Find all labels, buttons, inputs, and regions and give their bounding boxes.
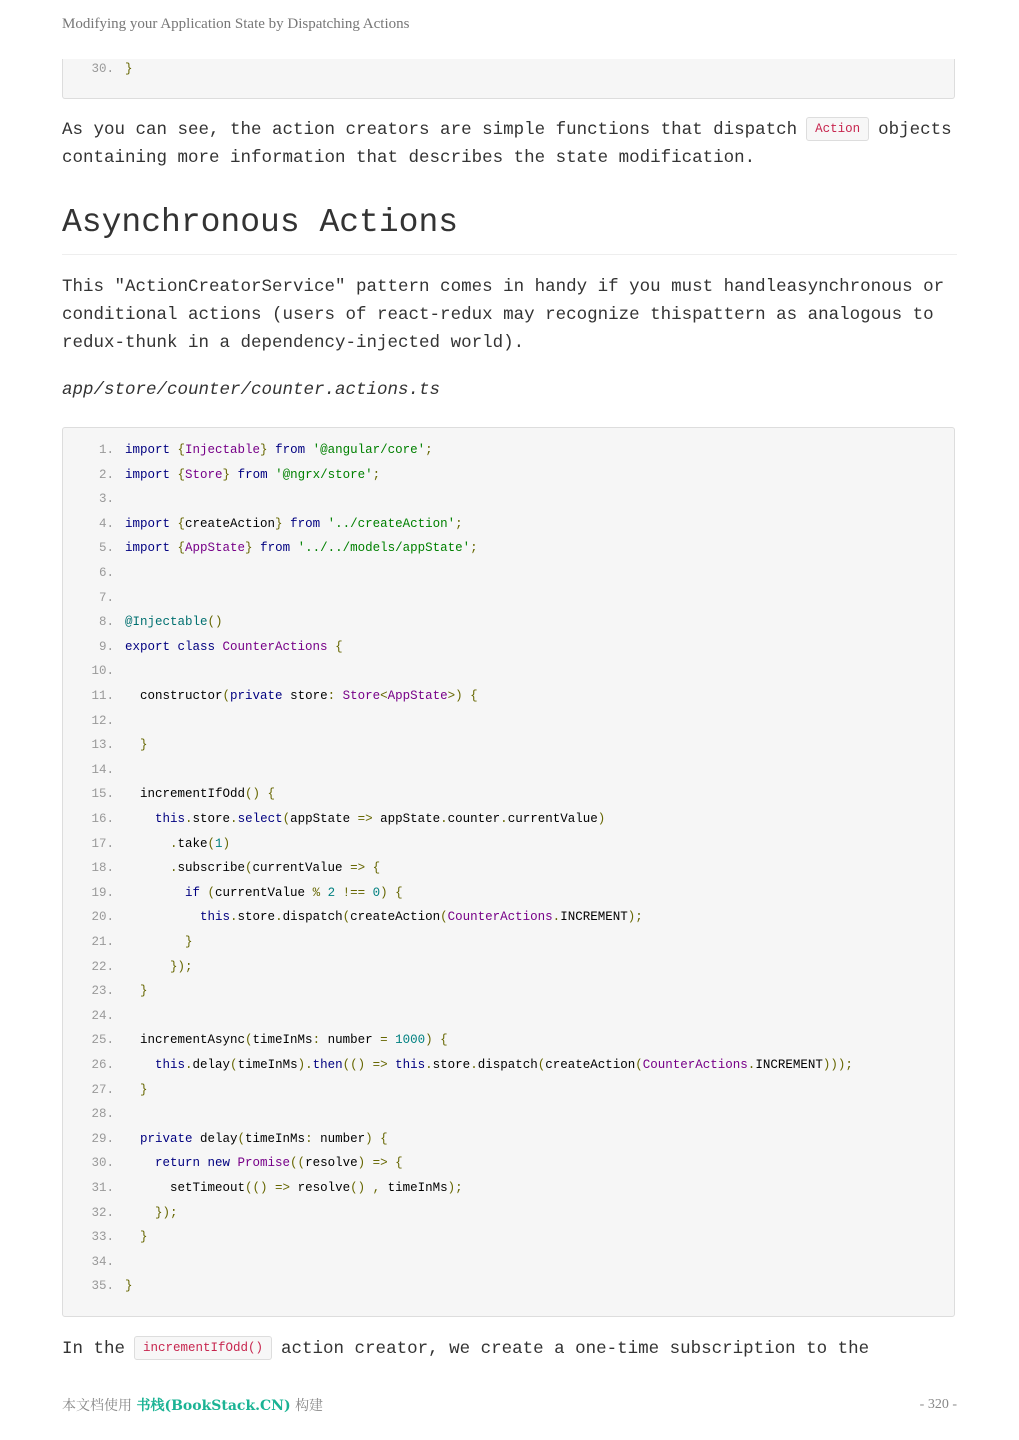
code-token: { bbox=[170, 467, 186, 482]
line-number: 35. bbox=[91, 1279, 114, 1294]
code-text bbox=[125, 440, 433, 460]
line-number: 27. bbox=[91, 1082, 114, 1097]
line-number: 30. bbox=[91, 62, 114, 76]
code-token: => bbox=[267, 1181, 291, 1195]
code-token: ( bbox=[237, 1131, 246, 1146]
code-block bbox=[62, 427, 955, 1317]
code-token: 2 bbox=[320, 885, 336, 900]
line-number: 15. bbox=[91, 787, 114, 802]
code-token: }); bbox=[125, 959, 193, 974]
code-token: CounterActions bbox=[447, 910, 553, 925]
code-token: import bbox=[125, 467, 171, 482]
code-token: ) bbox=[222, 836, 231, 851]
code-token: . bbox=[425, 1058, 433, 1072]
line-number: 26. bbox=[91, 1058, 114, 1072]
code-text bbox=[125, 735, 148, 755]
code-token: : bbox=[305, 1131, 313, 1146]
code-token: ; bbox=[455, 516, 463, 531]
code-token: ) bbox=[357, 1156, 366, 1171]
code-token: ))); bbox=[822, 1058, 853, 1072]
line-number: 18. bbox=[91, 861, 114, 876]
line-number: 30. bbox=[91, 1156, 114, 1171]
code-token: => bbox=[365, 1156, 388, 1171]
code-text bbox=[125, 834, 230, 854]
code-token: constructor bbox=[125, 689, 223, 703]
code-token: ( bbox=[537, 1058, 546, 1072]
code-token: dispatch bbox=[477, 1058, 538, 1072]
code-token: { bbox=[365, 861, 381, 876]
code-token: (( bbox=[290, 1156, 306, 1171]
code-token: number bbox=[320, 1033, 381, 1048]
code-token: . bbox=[185, 1058, 193, 1072]
code-token: store bbox=[192, 812, 231, 826]
code-token: (() bbox=[245, 1181, 268, 1195]
code-token: INCREMENT bbox=[755, 1058, 823, 1072]
code-token: => bbox=[350, 861, 366, 876]
code-token: ( bbox=[440, 910, 448, 925]
line-number: 33. bbox=[91, 1230, 114, 1245]
code-token: { bbox=[462, 689, 478, 703]
code-token: Store bbox=[335, 689, 381, 703]
line-number: 5. bbox=[98, 541, 114, 556]
code-token: => bbox=[365, 1058, 388, 1072]
code-token: import bbox=[125, 443, 171, 457]
line-number: 1. bbox=[98, 443, 114, 457]
code-text bbox=[125, 1030, 448, 1050]
code-text bbox=[125, 883, 403, 903]
line-number: 17. bbox=[91, 836, 114, 851]
code-token: from bbox=[267, 443, 306, 457]
code-token: . bbox=[125, 836, 178, 851]
code-token: from bbox=[282, 516, 321, 531]
code-token: () bbox=[207, 615, 223, 630]
code-token: . bbox=[125, 861, 178, 876]
code-token: { bbox=[260, 787, 276, 802]
code-token: import bbox=[125, 516, 171, 531]
code-token: : bbox=[327, 689, 336, 703]
code-block-continued bbox=[62, 59, 955, 99]
code-token: } bbox=[125, 738, 148, 753]
code-token: } bbox=[260, 443, 268, 457]
description-paragraph: This "ActionCreatorService" pattern comes in handy if you must handleasynchronous or conditional actions (users of react-redux may recognize thispattern as analogous to redux-thunk in a dependency-injected world). bbox=[62, 277, 945, 353]
code-token: (() bbox=[342, 1058, 366, 1072]
code-text bbox=[125, 514, 463, 534]
code-token: appState bbox=[372, 812, 441, 826]
code-token: ; bbox=[425, 443, 433, 457]
code-token: '@ngrx/store' bbox=[267, 467, 373, 482]
code-token: ( bbox=[282, 812, 291, 826]
footer-suffix: 构建 bbox=[295, 1398, 324, 1414]
line-number: 24. bbox=[91, 1008, 114, 1023]
code-token: timeInMs bbox=[237, 1058, 298, 1072]
code-token: resolve bbox=[290, 1181, 351, 1195]
intro-text-after: objects containing more information that describes the state modification. bbox=[62, 120, 952, 168]
line-number: 16. bbox=[91, 812, 114, 826]
code-token: . bbox=[230, 910, 238, 925]
line-number: 25. bbox=[91, 1033, 114, 1048]
code-token: ; bbox=[470, 541, 478, 556]
code-token: export bbox=[125, 639, 171, 654]
code-text bbox=[125, 686, 478, 706]
code-token: Promise bbox=[230, 1156, 291, 1171]
page-number: - 320 - bbox=[919, 1397, 957, 1412]
code-token: dispatch bbox=[282, 910, 343, 925]
code-token: . bbox=[500, 812, 508, 826]
code-token: take bbox=[177, 836, 208, 851]
code-token: 1000 bbox=[387, 1033, 426, 1048]
code-text bbox=[125, 1129, 388, 1149]
code-text bbox=[125, 59, 133, 79]
code-text bbox=[125, 637, 343, 657]
code-token: timeInMs bbox=[245, 1131, 306, 1146]
outro-paragraph bbox=[62, 1335, 957, 1363]
code-token: ; bbox=[372, 467, 381, 482]
code-token: } bbox=[125, 1230, 148, 1245]
line-number: 21. bbox=[91, 935, 114, 949]
code-token: ( bbox=[200, 885, 216, 900]
code-token: delay bbox=[192, 1058, 231, 1072]
code-token: counter bbox=[447, 812, 501, 826]
section-heading: Asynchronous Actions bbox=[62, 204, 459, 241]
code-token: . bbox=[275, 910, 283, 925]
code-token: CounterActions bbox=[642, 1058, 748, 1072]
code-token: this bbox=[125, 910, 231, 925]
page-header-title: Modifying your Application State by Dispatching Actions bbox=[62, 16, 410, 32]
code-token: 1 bbox=[215, 836, 223, 851]
code-token: { bbox=[170, 516, 186, 531]
code-text bbox=[125, 1276, 133, 1296]
line-number: 14. bbox=[91, 762, 114, 777]
intro-paragraph bbox=[62, 116, 957, 172]
code-token: ( bbox=[245, 1033, 253, 1048]
code-token: '@angular/core' bbox=[305, 443, 426, 457]
code-token: { bbox=[170, 443, 186, 457]
code-token: private bbox=[125, 1131, 193, 1146]
code-token: createAction bbox=[185, 516, 276, 531]
line-number: 13. bbox=[91, 738, 114, 753]
code-token: ) bbox=[597, 812, 606, 826]
line-number: 4. bbox=[98, 516, 114, 531]
line-number: 3. bbox=[98, 492, 114, 507]
code-token: return bbox=[125, 1156, 201, 1171]
line-number: 32. bbox=[91, 1205, 114, 1220]
footer-prefix: 本文档使用 bbox=[62, 1398, 132, 1414]
line-number: 7. bbox=[98, 590, 114, 605]
line-number: 22. bbox=[91, 959, 114, 974]
code-token: } bbox=[125, 1279, 133, 1294]
code-text bbox=[125, 981, 148, 1001]
code-token: ( bbox=[207, 836, 216, 851]
code-token: ) bbox=[425, 1033, 433, 1048]
code-token: >) bbox=[447, 689, 463, 703]
code-token: { bbox=[387, 885, 403, 900]
code-token: createAction bbox=[350, 910, 441, 925]
line-number: 29. bbox=[91, 1131, 114, 1146]
outro-text-after: action creator, we create a one-time subscription to the bbox=[281, 1339, 870, 1359]
code-text bbox=[125, 907, 643, 927]
code-token: }); bbox=[125, 1205, 178, 1220]
code-token: select bbox=[237, 812, 283, 826]
code-text bbox=[125, 538, 478, 558]
code-token: ); bbox=[627, 910, 643, 925]
code-text bbox=[125, 932, 193, 952]
code-token: '../../models/appState' bbox=[290, 541, 471, 556]
code-token: . bbox=[185, 812, 193, 826]
code-token: CounterActions bbox=[215, 639, 328, 654]
line-number: 6. bbox=[98, 566, 114, 580]
code-token: } bbox=[125, 62, 133, 76]
code-token: 0 bbox=[365, 885, 381, 900]
code-text bbox=[125, 1203, 178, 1223]
line-number: 2. bbox=[98, 467, 114, 482]
code-text bbox=[125, 612, 223, 632]
code-text bbox=[125, 809, 605, 829]
code-token: ); bbox=[447, 1181, 463, 1195]
code-token: } bbox=[245, 541, 253, 556]
code-token: { bbox=[327, 639, 343, 654]
outro-text-before: In the bbox=[62, 1339, 126, 1359]
code-token: () bbox=[245, 787, 261, 802]
code-token: { bbox=[170, 541, 186, 556]
code-token: % bbox=[312, 885, 321, 900]
code-token: . bbox=[470, 1058, 478, 1072]
code-token: , bbox=[365, 1181, 381, 1195]
code-text bbox=[125, 465, 380, 485]
intro-text-before: As you can see, the action creators are simple functions that dispatch bbox=[62, 120, 798, 140]
inline-code-action: Action bbox=[806, 117, 869, 141]
code-token: currentValue bbox=[252, 861, 351, 876]
code-token: incrementIfOdd bbox=[125, 787, 246, 802]
code-token: } bbox=[125, 935, 193, 949]
code-token: . bbox=[440, 812, 448, 826]
code-token: @Injectable bbox=[125, 615, 208, 630]
code-token: : bbox=[312, 1033, 321, 1048]
code-token: } bbox=[125, 1082, 148, 1097]
code-text bbox=[125, 1227, 148, 1247]
line-number: 8. bbox=[98, 615, 114, 630]
code-token: import bbox=[125, 541, 171, 556]
code-token: createAction bbox=[545, 1058, 636, 1072]
code-token: } bbox=[125, 984, 148, 999]
code-token: { bbox=[387, 1156, 403, 1171]
code-text bbox=[125, 784, 275, 804]
code-token: AppState bbox=[387, 689, 448, 703]
footer-brand-link[interactable]: 书栈(BookStack.CN) bbox=[136, 1398, 291, 1414]
footer-credit bbox=[62, 1395, 323, 1415]
code-token: currentValue bbox=[507, 812, 598, 826]
code-token: => bbox=[357, 812, 373, 826]
code-token: this bbox=[125, 812, 186, 826]
code-token: from bbox=[252, 541, 291, 556]
code-text bbox=[125, 1055, 853, 1075]
code-token: } bbox=[222, 467, 231, 482]
code-token: timeInMs bbox=[380, 1181, 448, 1195]
code-token: Injectable bbox=[185, 443, 261, 457]
code-token: Store bbox=[185, 467, 223, 482]
code-token: AppState bbox=[185, 541, 246, 556]
code-token: . bbox=[230, 812, 238, 826]
code-token: { bbox=[372, 1131, 388, 1146]
code-token: new bbox=[200, 1156, 231, 1171]
code-token: incrementAsync bbox=[125, 1033, 246, 1048]
code-token: . bbox=[747, 1058, 756, 1072]
line-number: 28. bbox=[91, 1107, 114, 1122]
code-token: { bbox=[432, 1033, 448, 1048]
code-token: ) bbox=[380, 885, 388, 900]
code-token: } bbox=[275, 516, 283, 531]
code-token: number bbox=[312, 1131, 366, 1146]
code-token: class bbox=[170, 639, 216, 654]
code-token: ( bbox=[635, 1058, 643, 1072]
code-text bbox=[125, 858, 380, 878]
code-text bbox=[125, 1080, 148, 1100]
line-number: 10. bbox=[91, 664, 114, 679]
code-text bbox=[125, 1153, 403, 1173]
inline-code-increment-if-odd: incrementIfOdd() bbox=[134, 1336, 272, 1360]
code-token: ) bbox=[365, 1131, 373, 1146]
code-token: = bbox=[380, 1033, 388, 1048]
code-token: private bbox=[230, 689, 283, 703]
file-name-caption: app/store/counter/counter.actions.ts bbox=[62, 380, 441, 400]
code-token: () bbox=[350, 1181, 366, 1195]
line-number: 34. bbox=[91, 1254, 114, 1269]
code-token: if bbox=[125, 885, 201, 900]
line-number: 20. bbox=[91, 910, 114, 925]
line-number: 19. bbox=[91, 885, 114, 900]
code-token: !== bbox=[335, 885, 366, 900]
code-token: timeInMs bbox=[252, 1033, 313, 1048]
code-token: INCREMENT bbox=[560, 910, 628, 925]
code-token: delay bbox=[192, 1131, 238, 1146]
code-token: subscribe bbox=[177, 861, 246, 876]
code-text bbox=[125, 957, 193, 977]
code-token: setTimeout bbox=[125, 1181, 246, 1195]
code-token: this bbox=[387, 1058, 426, 1072]
code-token: store bbox=[237, 910, 276, 925]
code-token: store bbox=[432, 1058, 471, 1072]
code-token: currentValue bbox=[215, 885, 313, 900]
code-token: ). bbox=[297, 1058, 313, 1072]
line-number: 9. bbox=[98, 639, 114, 654]
code-token: appState bbox=[290, 812, 358, 826]
line-number: 11. bbox=[91, 689, 114, 703]
code-token: this bbox=[125, 1058, 186, 1072]
code-token: . bbox=[552, 910, 561, 925]
code-text bbox=[125, 1178, 463, 1198]
code-token: resolve bbox=[305, 1156, 358, 1171]
code-token: ( bbox=[342, 910, 351, 925]
code-token: from bbox=[230, 467, 268, 482]
code-token: < bbox=[380, 689, 388, 703]
code-token: store bbox=[282, 689, 328, 703]
code-token: ( bbox=[230, 1058, 238, 1072]
code-token: ( bbox=[222, 689, 231, 703]
code-token: then bbox=[312, 1058, 343, 1072]
line-number: 31. bbox=[91, 1181, 114, 1195]
code-token: '../createAction' bbox=[320, 516, 456, 531]
line-number: 12. bbox=[91, 713, 114, 728]
line-number: 23. bbox=[91, 984, 114, 999]
code-token: ( bbox=[245, 861, 253, 876]
heading-divider bbox=[62, 254, 957, 255]
